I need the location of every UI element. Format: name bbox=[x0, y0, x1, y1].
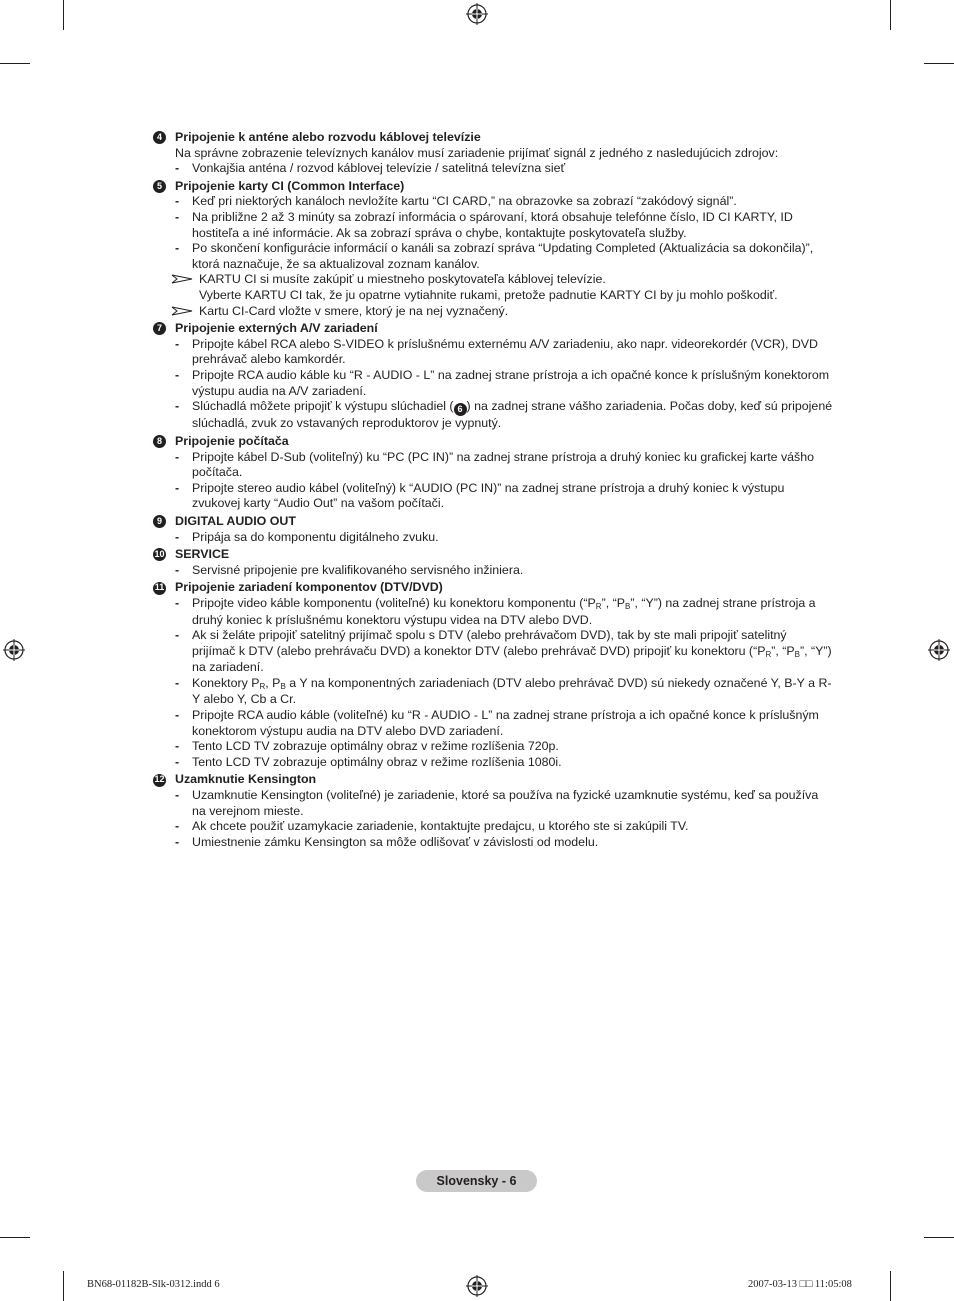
section-title: SERVICE bbox=[175, 547, 230, 562]
dash-bullet: - bbox=[175, 675, 180, 690]
section-heading bbox=[153, 434, 833, 450]
list-item-text: ”, “Y”) na zadnej strane prístroja a druhý koniec k príslušnému konektoru výstupu videa na DTV alebo DVD. bbox=[192, 595, 816, 627]
note-text: Vyberte KARTU CI tak, že ju opatrne vytiahnite rukami, pretože padnutie KARTY CI by ju mohlo poškodiť. bbox=[199, 287, 778, 302]
list-item bbox=[153, 819, 833, 835]
section-kensington bbox=[153, 772, 833, 850]
list-item bbox=[153, 241, 833, 272]
list-item-text: ) na zadnej strane vášho zariadenia. Počas doby, keď sú pripojené slúchadlá, zvuk zo vstavaných reproduktorov je vypnutý. bbox=[192, 399, 833, 431]
section-heading bbox=[153, 514, 833, 530]
dash-bullet: - bbox=[175, 819, 180, 834]
list-item bbox=[153, 596, 833, 628]
dash-bullet: - bbox=[175, 209, 180, 224]
list-item-text: ”, “P bbox=[771, 643, 795, 658]
section-external-av bbox=[153, 321, 833, 432]
list-item-text: Pripojte RCA audio káble ku “R - AUDIO - L” na zadnej strane prístroja a ich opačné konce k príslušným konektorom výstupu audia na A/V zariadení. bbox=[192, 367, 830, 398]
section-ci-card bbox=[153, 179, 833, 319]
section-heading bbox=[153, 321, 833, 337]
list-item bbox=[153, 368, 833, 399]
note bbox=[153, 304, 833, 320]
list-item-text: Ak chcete použiť uzamykacie zariadenie, kontaktujte predajcu, u ktorého ste si zakúpili TV. bbox=[192, 819, 689, 834]
crop-mark bbox=[63, 0, 64, 30]
print-slug-timestamp: 2007-03-13 □□ 11:05:08 bbox=[748, 1279, 852, 1290]
list-item bbox=[153, 194, 833, 210]
list-item bbox=[153, 337, 833, 368]
crop-mark bbox=[890, 0, 891, 30]
dash-bullet: - bbox=[175, 399, 180, 414]
note bbox=[153, 272, 833, 303]
crop-mark bbox=[0, 63, 30, 64]
dash-bullet: - bbox=[175, 595, 180, 610]
section-number-badge: 10 bbox=[153, 548, 166, 561]
note-arrow-icon bbox=[171, 274, 193, 284]
list-item-text: Pripojte video káble komponentu (voliteľné) ku konektoru komponentu (“P bbox=[192, 595, 596, 610]
section-title: Pripojenie k anténe alebo rozvodu káblovej televízie bbox=[175, 130, 481, 144]
section-antenna bbox=[153, 130, 833, 177]
dash-bullet: - bbox=[175, 161, 180, 176]
list-item-text: a Y na komponentných zariadeniach (DTV alebo prehrávač DVD) sú niekedy označené Y, B-Y a R-Y alebo Y, Cb a Cr. bbox=[192, 675, 832, 707]
subscript: R bbox=[595, 601, 602, 611]
crop-mark bbox=[63, 1271, 64, 1301]
dash-bullet: - bbox=[175, 788, 180, 803]
section-number-badge: 5 bbox=[153, 180, 166, 193]
section-heading bbox=[153, 130, 833, 146]
list-item-text: Po skončení konfigurácie informácií o kanáli sa zobrazí správa “Updating Completed (Aktualizácia sa dokončila)”, ktorá naznačuje, že sa aktualizoval zoznam kanálov. bbox=[192, 241, 814, 271]
list-item-text: Tento LCD TV zobrazuje optimálny obraz v režime rozlíšenia 720p. bbox=[192, 739, 559, 754]
list-item bbox=[153, 161, 833, 177]
section-number-badge: 9 bbox=[153, 515, 166, 528]
dash-bullet: - bbox=[175, 241, 180, 256]
dash-bullet: - bbox=[175, 562, 180, 577]
section-heading bbox=[153, 179, 833, 195]
registration-mark-icon bbox=[928, 639, 950, 661]
list-item-text: , P bbox=[265, 675, 281, 690]
dash-bullet: - bbox=[175, 708, 180, 723]
list-item-text: Pripojte kábel RCA alebo S-VIDEO k príslušnému externému A/V zariadeniu, ako napr. videorekordér (VCR), DVD prehrávač alebo kamkordér. bbox=[192, 336, 819, 367]
section-paragraph: Na správne zobrazenie televíznych kanálov musí zariadenie prijímať signál z jedného z nasledujúcich zdrojov: bbox=[175, 145, 779, 160]
section-digital-audio-out bbox=[153, 514, 833, 545]
note-text: Kartu CI-Card vložte v smere, ktorý je na nej vyznačený. bbox=[199, 303, 509, 318]
list-item bbox=[153, 708, 833, 739]
list-item-text: Pripojte RCA audio káble (voliteľné) ku “R - AUDIO - L” na zadnej strane prístroja a ich opačné konce k príslušným konektorom výstupu audia na DTV alebo DVD zariadení. bbox=[192, 708, 819, 738]
section-number-badge: 12 bbox=[153, 774, 166, 787]
list-item-text: Ak si želáte pripojiť satelitný prijímač spolu s DTV (alebo prehrávačom DVD), tak by ste mali pripojiť satelitný prijímač k DTV (alebo prehrávaču DVD) a konektor DTV (alebo prehrávač DVD) pripojiť ku konektoru (“P bbox=[192, 628, 787, 658]
list-item-text: Servisné pripojenie pre kvalifikovaného servisného inžiniera. bbox=[192, 562, 524, 577]
list-item bbox=[153, 563, 833, 579]
list-item-text: Keď pri niektorých kanáloch nevložíte kartu “CI CARD,” na obrazovke sa zobrazí “zakódový signál”. bbox=[192, 194, 737, 209]
list-item-text: Konektory P bbox=[192, 675, 260, 690]
list-item bbox=[153, 739, 833, 755]
list-item bbox=[153, 628, 833, 676]
section-service bbox=[153, 547, 833, 578]
section-heading bbox=[153, 580, 833, 596]
subscript: B bbox=[624, 601, 631, 611]
section-title: DIGITAL AUDIO OUT bbox=[175, 513, 296, 528]
list-item bbox=[153, 481, 833, 512]
list-item-text: Pripojte kábel D-Sub (voliteľný) ku “PC (PC IN)” na zadnej strane prístroja a druhý koniec ku grafickej karte vášho počítača. bbox=[192, 449, 815, 480]
section-number-badge: 8 bbox=[153, 435, 166, 448]
crop-mark bbox=[924, 1237, 954, 1238]
list-item bbox=[153, 530, 833, 546]
page-number-badge: Slovensky - 6 bbox=[416, 1170, 537, 1192]
subscript: R bbox=[259, 681, 266, 691]
section-pc bbox=[153, 434, 833, 512]
section-heading bbox=[153, 772, 833, 788]
dash-bullet: - bbox=[175, 367, 180, 382]
crop-mark bbox=[924, 63, 954, 64]
list-item bbox=[153, 450, 833, 481]
crop-mark bbox=[0, 1237, 30, 1238]
list-item-text: Slúchadlá môžete pripojiť k výstupu slúchadiel ( bbox=[192, 399, 454, 414]
section-title: Uzamknutie Kensington bbox=[175, 772, 317, 787]
dash-bullet: - bbox=[175, 449, 180, 464]
section-title: Pripojenie karty CI (Common Interface) bbox=[175, 178, 405, 193]
section-component bbox=[153, 580, 833, 770]
list-item-text: Pripája sa do komponentu digitálneho zvuku. bbox=[192, 529, 439, 544]
manual-content bbox=[153, 128, 833, 850]
subscript: B bbox=[794, 649, 800, 659]
list-item-text: ”, “P bbox=[601, 595, 625, 610]
list-item-text: ”, “Y”) na zariadení. bbox=[192, 643, 832, 675]
dash-bullet: - bbox=[175, 754, 180, 769]
registration-mark-icon bbox=[3, 639, 25, 661]
section-number-badge: 4 bbox=[153, 131, 166, 144]
list-item bbox=[153, 210, 833, 241]
crop-mark bbox=[890, 1271, 891, 1301]
section-number-badge: 11 bbox=[153, 582, 166, 595]
list-item bbox=[153, 399, 833, 432]
list-item-text: Pripojte stereo audio kábel (voliteľný) k “AUDIO (PC IN)” na zadnej strane prístroja a druhý koniec k výstupu zvukovej karty “Audio Out” na vašom počítači. bbox=[192, 480, 785, 511]
registration-mark-icon bbox=[466, 1275, 488, 1297]
subscript: B bbox=[280, 681, 286, 691]
note-text: KARTU CI si musíte zakúpiť u miestneho poskytovateľa káblovej televízie. bbox=[199, 272, 606, 287]
registration-mark-icon bbox=[466, 3, 488, 25]
subscript: R bbox=[765, 649, 772, 659]
list-item bbox=[153, 755, 833, 771]
dash-bullet: - bbox=[175, 529, 180, 544]
list-item-text: Vonkajšia anténa / rozvod káblovej televízie / satelitná televízna sieť bbox=[192, 161, 566, 176]
dash-bullet: - bbox=[175, 628, 180, 643]
note-arrow-icon bbox=[171, 306, 193, 316]
list-item bbox=[153, 835, 833, 851]
dash-bullet: - bbox=[175, 739, 180, 754]
section-title: Pripojenie zariadení komponentov (DTV/DVD) bbox=[175, 580, 443, 595]
dash-bullet: - bbox=[175, 194, 180, 209]
print-slug-filename: BN68-01182B-Slk-0312.indd 6 bbox=[87, 1279, 220, 1290]
inline-number-badge: 6 bbox=[454, 403, 467, 416]
list-item-text: Uzamknutie Kensington (voliteľné) je zariadenie, ktoré sa používa na fyzické uzamknutie systému, keď sa používa na verejnom mieste. bbox=[192, 788, 819, 818]
section-heading bbox=[153, 547, 833, 563]
section-number-badge: 7 bbox=[153, 322, 166, 335]
list-item bbox=[153, 788, 833, 819]
list-item-text: Umiestnenie zámku Kensington sa môže odlišovať v závislosti od modelu. bbox=[192, 834, 599, 849]
section-title: Pripojenie počítača bbox=[175, 433, 289, 448]
list-item-text: Na približne 2 až 3 minúty sa zobrazí informácia o spárovaní, ktorá obsahuje telefónne číslo, ID CI KARTY, ID hostiteľa a iné informácie. Ak sa zobrazí správa o chybe, kontaktujte poskytovateľa služby. bbox=[192, 209, 793, 240]
dash-bullet: - bbox=[175, 480, 180, 495]
dash-bullet: - bbox=[175, 834, 180, 849]
list-item bbox=[153, 676, 833, 708]
dash-bullet: - bbox=[175, 336, 180, 351]
section-title: Pripojenie externých A/V zariadení bbox=[175, 321, 378, 336]
list-item-text: Tento LCD TV zobrazuje optimálny obraz v režime rozlíšenia 1080i. bbox=[192, 754, 562, 769]
